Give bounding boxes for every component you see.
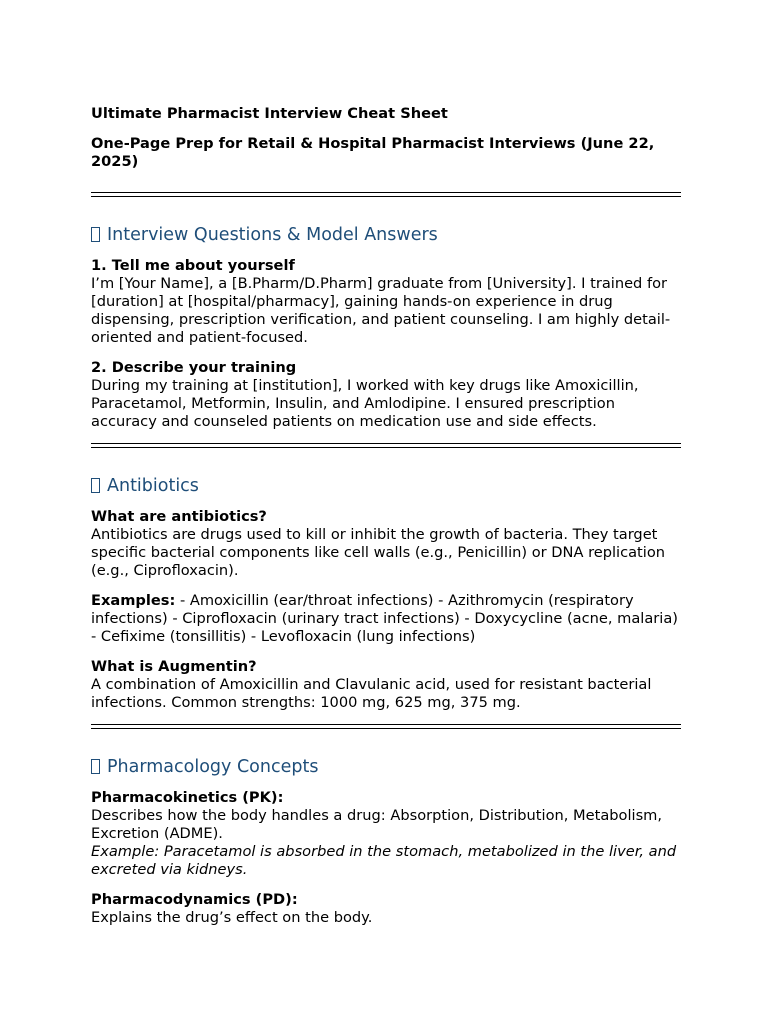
question-antibiotics: What are antibiotics? — [91, 508, 267, 525]
page-title: Ultimate Pharmacist Interview Cheat Sheet — [91, 105, 448, 122]
question-training: 2. Describe your training — [91, 359, 297, 376]
page-subtitle: One-Page Prep for Retail & Hospital Pharmacist Interviews (June 22, 2025) — [91, 135, 655, 170]
question-augmentin: What is Augmentin? — [91, 658, 257, 675]
examples-label: Examples: — [91, 592, 176, 609]
section-heading-interview: Interview Questions & Model Answers — [91, 224, 681, 246]
term-pharmacokinetics: Pharmacokinetics (PK): — [91, 789, 284, 806]
box-icon — [91, 227, 100, 242]
answer-training: During my training at [institution], I worked with key drugs like Amoxicillin, Paracetamol, Metformin, Insulin, and Amlodipine. I ensured prescription accuracy and counseled patients on medication use and side effects. — [91, 377, 639, 430]
definition-pharmacodynamics: Explains the drug’s effect on the body. — [91, 909, 373, 926]
answer-tell-me: I’m [Your Name], a [B.Pharm/D.Pharm] graduate from [University]. I trained for [duration] at [hospital/pharmacy], gaining hands-on experience in drug dispensing, prescription verification, and patient counseling. I am highly detail-oriented and patient-focused. — [91, 275, 671, 346]
question-tell-me: 1. Tell me about yourself — [91, 257, 295, 274]
examples-paragraph — [91, 592, 681, 646]
answer-augmentin: A combination of Amoxicillin and Clavulanic acid, used for resistant bacterial infections. Common strengths: 1000 mg, 625 mg, 375 mg. — [91, 676, 652, 711]
divider — [91, 443, 681, 448]
examples-text: - Amoxicillin (ear/throat infections) - Azithromycin (respiratory infections) - Ciprofloxacin (urinary tract infections) - Doxycycline (acne, malaria) - Cefixime (tonsillitis) - Levofloxacin (lung infections) — [91, 592, 678, 645]
divider — [91, 724, 681, 729]
definition-pharmacokinetics: Describes how the body handles a drug: Absorption, Distribution, Metabolism, Excretion (ADME). — [91, 807, 663, 842]
box-icon — [91, 478, 100, 493]
box-icon — [91, 759, 100, 774]
example-pharmacokinetics: Example: Paracetamol is absorbed in the stomach, metabolized in the liver, and excreted via kidneys. — [91, 843, 677, 878]
answer-antibiotics: Antibiotics are drugs used to kill or inhibit the growth of bacteria. They target specific bacterial components like cell walls (e.g., Penicillin) or DNA replication (e.g., Ciprofloxacin). — [91, 526, 666, 579]
section-heading-antibiotics: Antibiotics — [91, 475, 681, 497]
divider — [91, 192, 681, 197]
section-heading-pharmacology: Pharmacology Concepts — [91, 756, 681, 778]
document-page — [91, 104, 681, 927]
term-pharmacodynamics: Pharmacodynamics (PD): — [91, 891, 298, 908]
